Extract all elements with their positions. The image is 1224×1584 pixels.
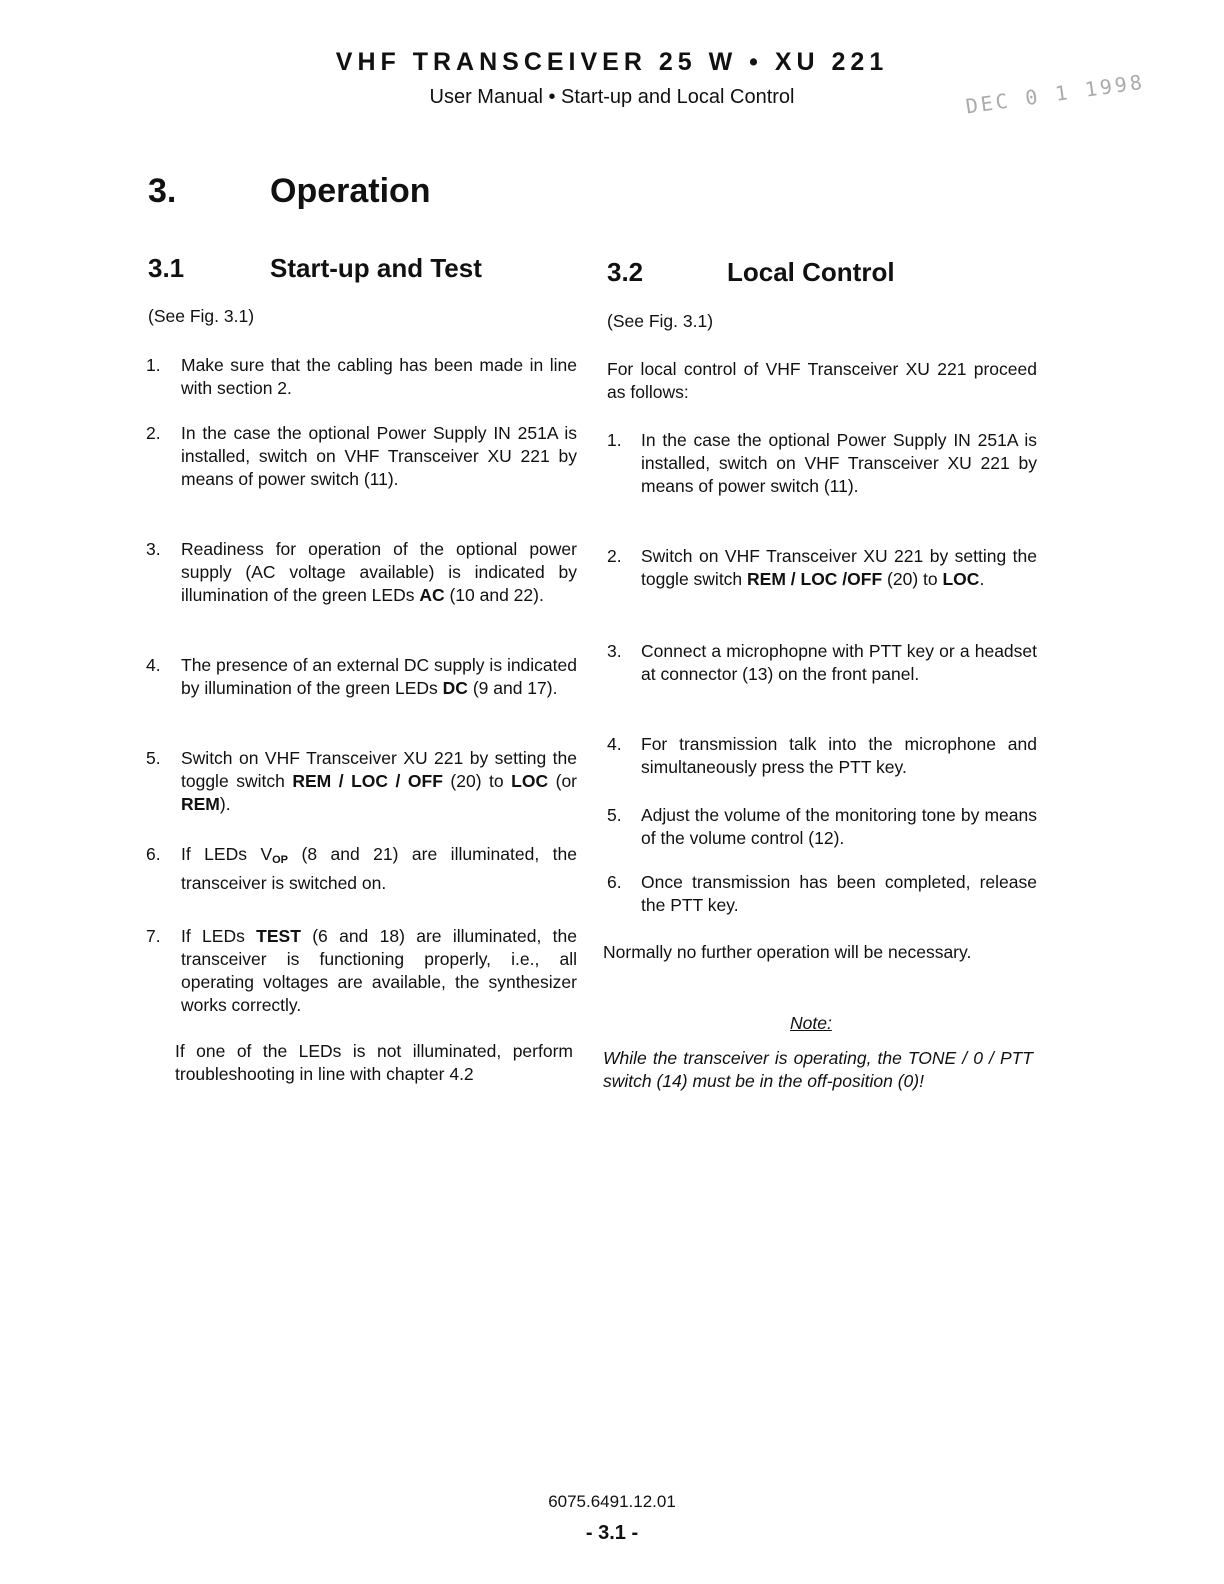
list-item-text: [181, 354, 577, 400]
list-item-number: 3.: [146, 539, 161, 559]
list-item-text: [181, 538, 577, 607]
text-segment: (8 and 21) are illuminated, the transceiver is switched on.: [181, 844, 577, 893]
list-item-text: [641, 804, 1037, 850]
troubleshooting-note: If one of the LEDs is not illuminated, perform troubleshooting in line with chapter 4.2: [175, 1041, 573, 1084]
list-item-text: [641, 733, 1037, 779]
right-see-fig: (See Fig. 3.1): [607, 311, 714, 331]
list-item-number: 5.: [146, 748, 161, 768]
bold-term: REM / LOC / OFF: [292, 771, 443, 791]
section-3-2-title: Local Control: [727, 257, 895, 287]
text-segment: Adjust the volume of the monitoring tone by means of the volume control (12).: [641, 805, 1037, 848]
text-segment: ).: [219, 794, 231, 814]
list-item-text: [181, 422, 577, 491]
bold-term: REM / LOC /OFF: [747, 569, 883, 589]
document-title: VHF TRANSCEIVER 25 W • XU 221: [335, 48, 889, 76]
text-segment: (6 and 18) are illuminated, the transceiver is functioning properly, i.e., all operating voltages are available, the synthesizer works correctly.: [181, 926, 577, 1015]
date-stamp: DEC 0 1 1998: [964, 69, 1147, 119]
list-item-text: [181, 747, 577, 816]
bold-term: AC: [419, 585, 445, 605]
bold-term: REM: [181, 794, 220, 814]
text-segment: In the case the optional Power Supply IN 251A is installed, switch on VHF Transceiver XU 221 by means of power switch (11).: [181, 423, 577, 489]
list-item-number: 5.: [607, 805, 622, 825]
list-item-text: [181, 654, 577, 700]
bold-term: LOC: [942, 569, 980, 589]
list-item-text: [181, 925, 577, 1017]
text-segment: If LEDs: [181, 926, 257, 946]
text-segment: Readiness for operation of the optional power supply (AC voltage available) is indicated by illumination of the green LEDs: [181, 539, 577, 605]
list-item-number: 2.: [607, 546, 622, 566]
note-text: While the transceiver is operating, the TONE / 0 / PTT switch (14) must be in the off-position (0)!: [603, 1048, 1033, 1091]
text-segment: Make sure that the cabling has been made in line with section 2.: [181, 355, 577, 398]
list-item-text: [641, 429, 1037, 498]
list-item-number: 7.: [146, 926, 161, 946]
bold-term: LOC: [511, 771, 549, 791]
list-item-number: 4.: [607, 734, 622, 754]
text-segment: Once transmission has been completed, release the PTT key.: [641, 872, 1037, 915]
list-item-number: 1.: [146, 355, 161, 375]
closing-paragraph: Normally no further operation will be necessary.: [603, 942, 972, 962]
page-number: - 3.1 -: [585, 1522, 639, 1544]
text-segment: (10 and 22).: [444, 585, 544, 605]
list-item-text: [641, 640, 1037, 686]
text-segment: Switch on VHF Transceiver XU 221 by setting the toggle switch: [181, 748, 577, 791]
text-segment: (or: [548, 771, 578, 791]
text-segment: (20) to: [442, 771, 512, 791]
bold-term: DC: [442, 678, 468, 698]
text-segment: Connect a microphopne with PTT key or a headset at connector (13) on the front panel.: [641, 641, 1037, 684]
text-segment: (20) to: [882, 569, 943, 589]
text-segment: .: [979, 569, 985, 589]
list-item-number: 4.: [146, 655, 161, 675]
text-segment: OP: [272, 854, 289, 866]
list-item-text: [641, 545, 1037, 591]
note-heading: Note:: [790, 1013, 832, 1033]
list-item-number: 3.: [607, 641, 622, 661]
list-item-text: [641, 871, 1037, 917]
section-3-1-title: Start-up and Test: [270, 253, 482, 283]
text-segment: (9 and 17).: [467, 678, 558, 698]
section-3-1-number: 3.1: [148, 253, 185, 283]
list-item-number: 6.: [607, 872, 622, 892]
text-segment: In the case the optional Power Supply IN 251A is installed, switch on VHF Transceiver XU 221 by means of power switch (11).: [641, 430, 1037, 496]
document-subtitle: User Manual • Start-up and Local Control: [429, 86, 795, 108]
right-intro: For local control of VHF Transceiver XU 221 proceed as follows:: [607, 359, 1037, 402]
text-segment: If LEDs V: [181, 844, 273, 864]
chapter-title: Operation: [270, 172, 431, 210]
text-segment: For transmission talk into the microphone and simultaneously press the PTT key.: [641, 734, 1037, 777]
list-item-number: 6.: [146, 844, 161, 864]
text-segment: The presence of an external DC supply is indicated by illumination of the green LEDs: [181, 655, 577, 698]
left-see-fig: (See Fig. 3.1): [148, 306, 255, 326]
document-number: 6075.6491.12.01: [548, 1492, 676, 1511]
list-item-number: 1.: [607, 430, 622, 450]
text-segment: Switch on VHF Transceiver XU 221 by setting the toggle switch: [641, 546, 1037, 589]
section-3-2-number: 3.2: [607, 257, 644, 287]
list-item-text: [181, 843, 577, 895]
bold-term: TEST: [256, 926, 301, 946]
list-item-number: 2.: [146, 423, 161, 443]
chapter-number: 3.: [148, 172, 177, 210]
